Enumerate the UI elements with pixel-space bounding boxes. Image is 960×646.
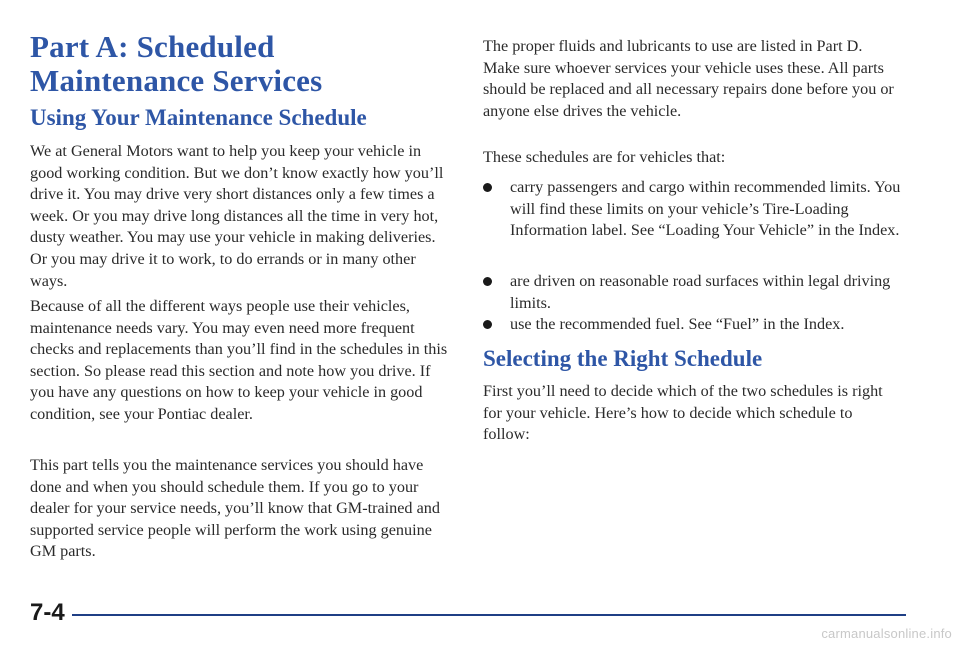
bullet-icon	[483, 183, 492, 192]
section-heading-selecting-schedule: Selecting the Right Schedule	[483, 346, 763, 371]
bullet-icon	[483, 277, 492, 286]
paragraph-maintenance-needs: Because of all the different ways people use their vehicles, maintenance needs vary. You may even need more frequent checks and replacements than you’ll find in the schedules in this section. So please read this section and note how you drive. If you have any questions on how to keep your vehicle in good condition, see your Pontiac dealer.	[30, 297, 448, 423]
paragraph-fluids: The proper fluids and lubricants to use are listed in Part D. Make sure whoever services your vehicle uses these. All parts should be replaced and all necessary repairs done before you or anyone else drives the vehicle.	[483, 37, 894, 120]
bullet-text: use the recommended fuel. See “Fuel” in the Index.	[510, 315, 845, 333]
bullet-text: carry passengers and cargo within recommended limits. You will find these limits on your vehicle’s Tire-Loading Information label. See “Loading Your Vehicle” in the Index.	[510, 178, 901, 240]
paragraph-service-info: This part tells you the maintenance services you should have done and when you should schedule them. If you go to your dealer for your service needs, you’ll know that GM-trained and supported service people will perform the work using genuine GM parts.	[30, 456, 440, 561]
bullet-text: are driven on reasonable road surfaces within legal driving limits.	[510, 272, 891, 312]
paragraph-intro: We at General Motors want to help you keep your vehicle in good working condition. But we don’t know exactly how you’ll drive it. You may drive very short distances only a few times a week. Or you may drive long distances all the time in very hot, dusty weather. You may use your vehicle in making deliveries. Or you may drive it to work, to do errands or in many other ways.	[30, 142, 444, 290]
watermark: carmanualsonline.info	[821, 626, 952, 641]
footer-divider	[72, 614, 906, 616]
section-heading-using-schedule: Using Your Maintenance Schedule	[30, 105, 367, 130]
part-title: Part A: Scheduled Maintenance Services	[30, 29, 323, 98]
bullet-icon	[483, 320, 492, 329]
page-number: 7-4	[30, 599, 65, 626]
paragraph-selecting: First you’ll need to decide which of the two schedules is right for your vehicle. Here’s how to decide which schedule to follow:	[483, 382, 883, 444]
schedules-lead-text: These schedules are for vehicles that:	[483, 148, 726, 166]
